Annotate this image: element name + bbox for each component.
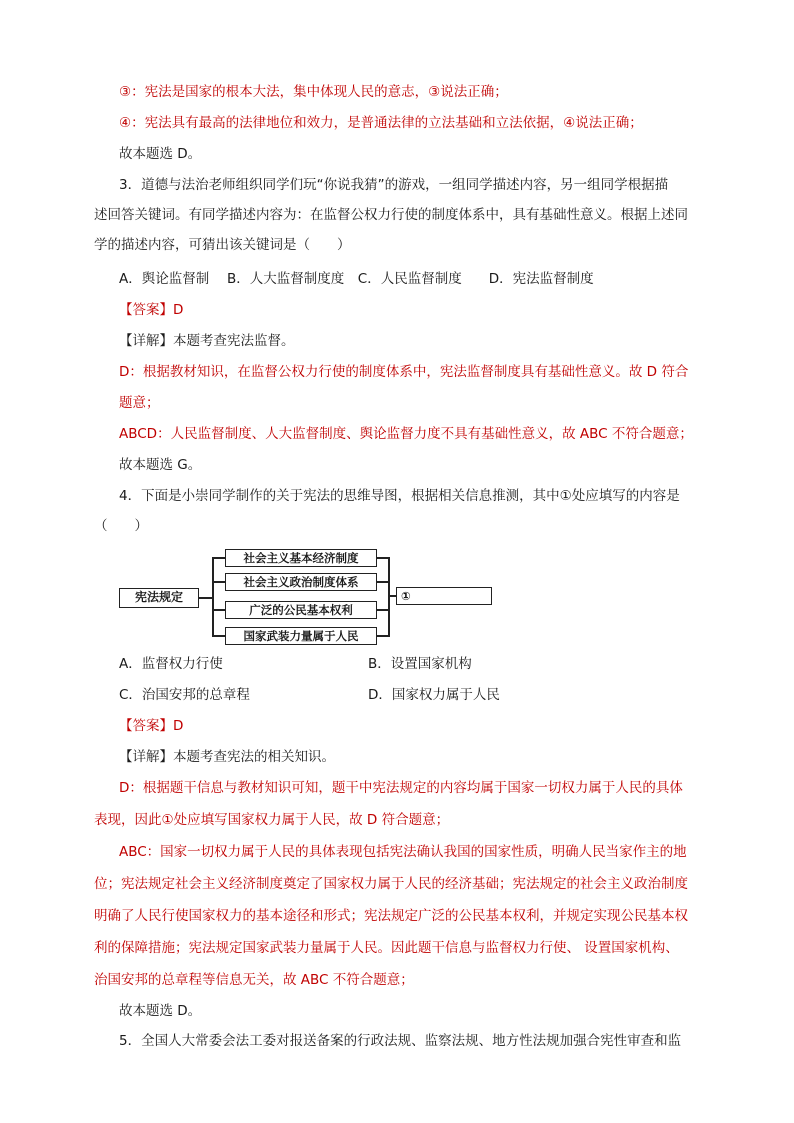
explanation-line: ABC：国家一切权力属于人民的具体表现包括宪法确认我国的国家性质，明确人民当家作主的地 [119, 844, 687, 860]
connector-line [212, 635, 226, 637]
option-d: D．国家权力属于人民 [368, 687, 500, 703]
question-5-text: 5．全国人大常委会法工委对报送备案的行政法规、监察法规、地方性法规加强合宪性审查和监 [119, 1033, 682, 1049]
analysis-line-3: ③：宪法是国家的根本大法，集中体现人民的意志，③说法正确； [119, 84, 508, 100]
connector-line [212, 557, 226, 559]
explanation-line: 利的保障措施；宪法规定国家武装力量属于人民。因此题干信息与监督权力行使、 设置国家机构、 [94, 940, 679, 956]
connector-line [212, 581, 226, 583]
question-3-options: A．舆论监督制 B．人大监督制度度 C．人民监督制度 D．宪法监督制度 [119, 271, 594, 287]
explanation-line: ABCD：人民监督制度、人大监督制度、舆论监督力度不具有基础性意义，故 ABC 不符合题意； [119, 426, 693, 442]
connector-line [212, 609, 226, 611]
mind-map-item: 广泛的公民基本权利 [225, 601, 377, 619]
mind-map-item: 社会主义基本经济制度 [225, 549, 377, 567]
mind-map-root: 宪法规定 [119, 588, 199, 608]
option-b: B．设置国家机构 [368, 656, 472, 672]
question-4-text: 4．下面是小崇同学制作的关于宪法的思维导图，根据相关信息推测，其中①处应填写的内容是 [119, 488, 680, 504]
explanation-line: 明确了人民行使国家权力的基本途径和形式；宪法规定广泛的公民基本权利，并规定实现公民基本权 [94, 908, 688, 924]
option-a: A．监督权力行使 [119, 656, 223, 672]
connector-line [212, 557, 214, 637]
explanation-label: 【详解】本题考查宪法的相关知识。 [119, 749, 335, 765]
mind-map-item: 国家武装力量属于人民 [225, 627, 377, 645]
explanation-line: 表现，因此①处应填写国家权力属于人民，故 D 符合题意； [94, 812, 450, 828]
question-3-text: 学的描述内容，可猜出该关键词是（ ） [94, 237, 351, 253]
answer-conclusion: 故本题选 G。 [119, 457, 202, 473]
explanation-line: 题意； [119, 395, 160, 411]
answer-label: 【答案】D [119, 718, 184, 734]
question-3-text: 述回答关键词。有同学描述内容为：在监督公权力行使的制度体系中，具有基础性意义。根据上述同 [94, 207, 688, 223]
mind-map-diagram [119, 549, 489, 645]
option-c: C．治国安邦的总章程 [119, 687, 250, 703]
explanation-line: D：根据题干信息与教材知识可知，题干中宪法规定的内容均属于国家一切权力属于人民的具体 [119, 780, 683, 796]
connector-line [388, 557, 390, 637]
explanation-line: D：根据教材知识，在监督公权力行使的制度体系中，宪法监督制度具有基础性意义。故 D 符合 [119, 364, 689, 380]
analysis-line-4: ④：宪法具有最高的法律地位和效力，是普通法律的立法基础和立法依据，④说法正确； [119, 115, 643, 131]
explanation-line: 治国安邦的总章程等信息无关，故 ABC 不符合题意； [94, 972, 414, 988]
answer-conclusion: 故本题选 D。 [119, 1003, 202, 1019]
mind-map-item: 社会主义政治制度体系 [225, 573, 377, 591]
connector-line [199, 597, 213, 599]
answer-conclusion: 故本题选 D。 [119, 146, 202, 162]
explanation-label: 【详解】本题考查宪法监督。 [119, 333, 295, 349]
answer-label: 【答案】D [119, 302, 184, 318]
connector-line [388, 595, 396, 597]
question-3-text: 3．道德与法治老师组织同学们玩“你说我猜”的游戏，一组同学描述内容，另一组同学根据描 [119, 177, 669, 193]
explanation-line: 位；宪法规定社会主义经济制度奠定了国家权力属于人民的经济基础；宪法规定的社会主义政治制度 [94, 876, 688, 892]
mind-map-target: ① [396, 587, 492, 605]
question-4-text: （ ） [94, 518, 148, 534]
